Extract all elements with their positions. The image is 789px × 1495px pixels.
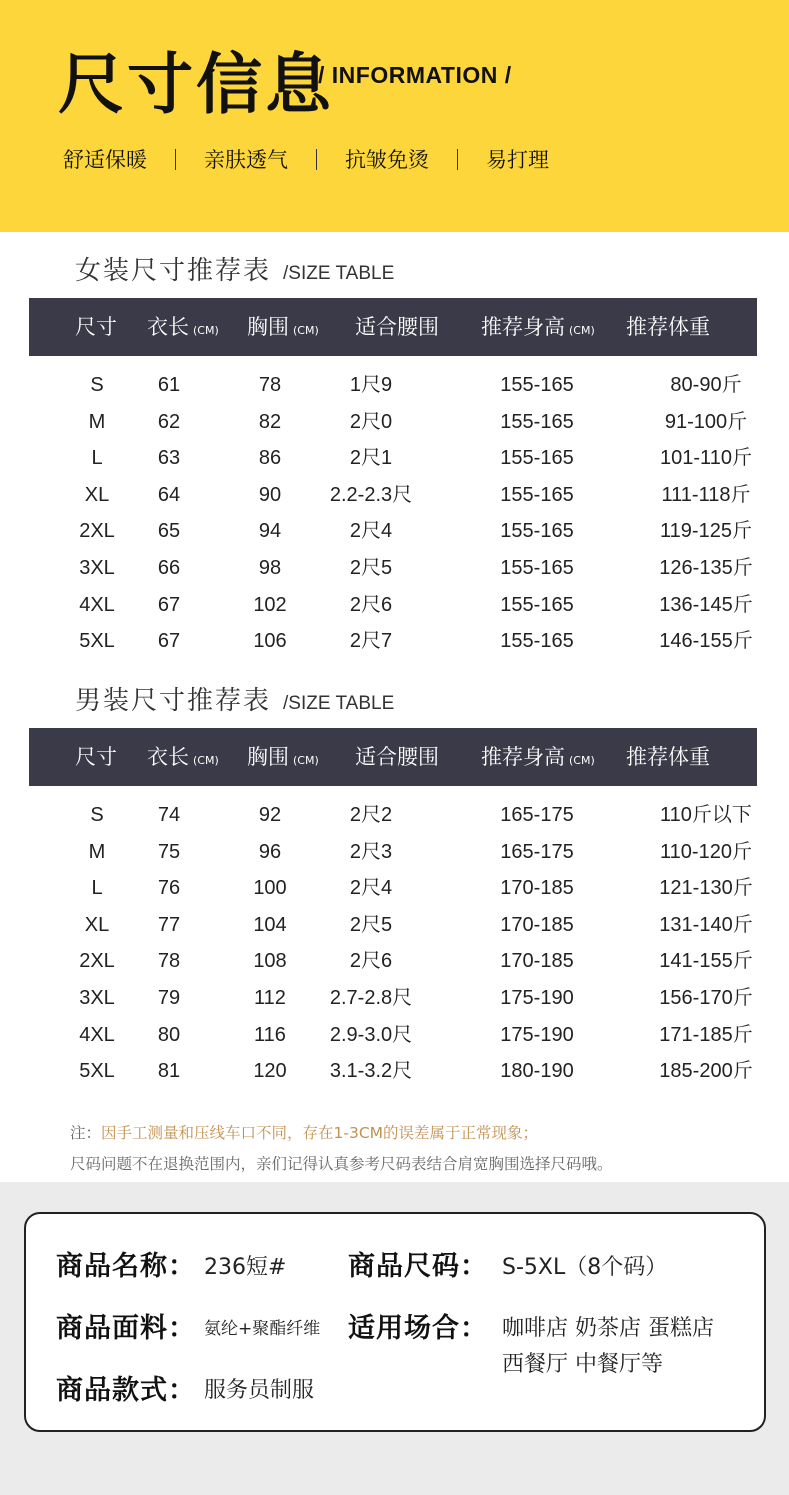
table-cell: 116 (254, 1023, 286, 1046)
women-table-title (75, 250, 394, 287)
table-cell: 170-185 (500, 950, 574, 973)
table-row (29, 440, 757, 477)
table-cell: 67 (157, 630, 181, 653)
table-cell: 100 (253, 877, 287, 900)
table-cell: 86 (258, 447, 282, 470)
col-length: 衣长 (CM) (147, 745, 219, 769)
table-cell: 185-200斤 (659, 1060, 753, 1083)
table-cell: 2尺4 (349, 520, 393, 543)
table-cell: 3XL (79, 987, 115, 1009)
table-cell: 2XL (79, 520, 115, 543)
table-cell: 111-118斤 (661, 483, 751, 506)
table-cell: 2尺3 (349, 840, 393, 863)
table-cell: 64 (157, 483, 181, 506)
header-banner (0, 0, 789, 232)
women-table-header (29, 298, 757, 356)
col-waist: 适合腰围 (355, 745, 439, 769)
table-cell: M (88, 840, 106, 863)
table-cell: 66 (157, 557, 181, 579)
table-cell: 155-165 (500, 593, 574, 616)
table-cell: 2XL (79, 950, 115, 973)
table-cell: 165-175 (500, 804, 574, 826)
table-cell: 2尺2 (349, 804, 393, 826)
table-row (29, 404, 757, 441)
col-height: 推荐身高 (CM) (481, 315, 595, 339)
table-cell: 82 (258, 410, 282, 433)
product-name-value: 236短# (204, 1255, 287, 1280)
table-cell: 2尺0 (349, 410, 393, 433)
table-cell: 61 (157, 374, 181, 396)
table-cell: 155-165 (500, 410, 574, 433)
feature-item: 舒适保暖 (63, 148, 147, 172)
table-cell: S (90, 374, 104, 396)
table-cell: 171-185斤 (659, 1023, 753, 1046)
col-weight: 推荐体重 (626, 315, 710, 339)
table-cell: 119-125斤 (660, 520, 752, 543)
table-cell: 4XL (79, 593, 115, 616)
table-cell: 79 (157, 987, 181, 1009)
table-cell: 78 (157, 950, 181, 973)
product-name-label: 商品名称： (56, 1251, 196, 1282)
table-cell: 3.1-3.2尺 (329, 1060, 413, 1083)
table-cell: 65 (157, 520, 181, 543)
table-row (29, 834, 757, 871)
table-cell: 76 (157, 877, 181, 900)
table-cell: 5XL (79, 1060, 115, 1083)
table-row (29, 980, 757, 1017)
table-row (29, 870, 757, 907)
table-cell: 175-190 (500, 1023, 574, 1046)
men-title-en: /SIZE TABLE (283, 693, 395, 714)
col-waist: 适合腰围 (355, 315, 439, 339)
table-cell: XL (84, 913, 110, 936)
table-cell: L (91, 447, 103, 470)
table-row (29, 797, 757, 834)
product-fabric-label: 商品面料： (56, 1313, 196, 1344)
table-cell: 67 (157, 593, 181, 616)
table-cell: 146-155斤 (659, 630, 753, 653)
table-row (29, 477, 757, 514)
table-cell: 2尺6 (349, 950, 393, 973)
table-cell: 4XL (79, 1023, 115, 1046)
women-title-en: /SIZE TABLE (283, 263, 395, 284)
women-title-cn: 女装尺寸推荐表 (75, 256, 272, 286)
table-cell: 80 (157, 1023, 181, 1046)
table-cell: 94 (258, 520, 282, 543)
table-row (29, 907, 757, 944)
table-cell: 136-145斤 (659, 593, 753, 616)
table-cell: 74 (157, 804, 181, 826)
table-row (29, 367, 757, 404)
table-cell: 126-135斤 (659, 557, 753, 579)
table-cell: 175-190 (500, 987, 574, 1009)
table-cell: 63 (157, 447, 181, 470)
product-venue-line-2: 西餐厅 中餐厅等 (502, 1352, 663, 1377)
table-cell: 155-165 (500, 483, 574, 506)
table-cell: 131-140斤 (659, 913, 753, 936)
men-table-header (29, 728, 757, 786)
table-cell: 165-175 (500, 840, 574, 863)
table-cell: 110-120斤 (660, 840, 752, 863)
feature-item: 抗皱免烫 (345, 148, 429, 172)
table-cell: 101-110斤 (660, 447, 752, 470)
page-subtitle: / INFORMATION / (318, 62, 512, 88)
table-cell: 98 (258, 557, 282, 579)
table-cell: 120 (253, 1060, 287, 1083)
note-text-1: 因手工测量和压线车口不同，存在1-3CM的误差属于正常现象； (101, 1124, 539, 1142)
table-cell: 2尺4 (349, 877, 393, 900)
feature-item: 易打理 (486, 148, 549, 172)
table-cell: 62 (157, 410, 181, 433)
table-row (29, 623, 757, 660)
table-cell: 170-185 (500, 877, 574, 900)
table-cell: L (91, 877, 103, 900)
table-cell: 155-165 (500, 557, 574, 579)
table-cell: 180-190 (500, 1060, 574, 1083)
table-cell: 91-100斤 (664, 410, 748, 433)
product-style-label: 商品款式： (56, 1375, 196, 1406)
table-cell: 108 (253, 950, 287, 973)
col-chest: 胸围 (CM) (247, 745, 319, 769)
product-info-card (24, 1212, 766, 1432)
table-row (29, 1017, 757, 1054)
page-title: 尺寸信息 (58, 46, 334, 123)
col-size: 尺寸 (75, 745, 117, 769)
col-height: 推荐身高 (CM) (481, 745, 595, 769)
table-cell: 96 (258, 840, 282, 863)
table-cell: 121-130斤 (659, 877, 753, 900)
table-cell: 2尺1 (349, 447, 393, 470)
table-cell: 170-185 (500, 913, 574, 936)
table-cell: 2尺5 (349, 913, 393, 936)
table-cell: 155-165 (500, 630, 574, 653)
table-cell: 2尺5 (349, 557, 393, 579)
table-cell: 141-155斤 (659, 950, 753, 973)
table-cell: 2.9-3.0尺 (329, 1023, 413, 1046)
note-line-2: 尺码问题不在退换范围内，亲们记得认真参考尺码表结合肩宽胸围选择尺码哦。 (70, 1155, 613, 1173)
table-cell: 155-165 (500, 520, 574, 543)
product-venue-label: 适用场合： (348, 1313, 488, 1344)
men-title-cn: 男装尺寸推荐表 (75, 686, 272, 716)
feature-divider (457, 149, 458, 170)
feature-divider (316, 149, 317, 170)
table-cell: 90 (258, 483, 282, 506)
table-cell: 102 (253, 593, 287, 616)
col-size: 尺寸 (75, 315, 117, 339)
table-cell: 3XL (79, 557, 115, 579)
table-cell: 2尺7 (349, 630, 393, 653)
table-cell: 110斤以下 (660, 804, 752, 826)
table-cell: 106 (253, 630, 287, 653)
product-size-label: 商品尺码： (348, 1251, 488, 1282)
note-prefix: 注： (70, 1124, 102, 1142)
table-cell: 81 (157, 1060, 181, 1083)
feature-item: 亲肤透气 (204, 148, 288, 172)
col-chest: 胸围 (CM) (247, 315, 319, 339)
product-venue-line-1: 咖啡店 奶茶店 蛋糕店 (502, 1316, 714, 1341)
feature-divider (175, 149, 176, 170)
table-cell: 80-90斤 (670, 374, 742, 396)
table-cell: 104 (253, 913, 287, 936)
table-cell: 1尺9 (349, 374, 393, 396)
table-cell: M (88, 410, 106, 433)
table-cell: 78 (258, 374, 282, 396)
note-line-1 (70, 1121, 538, 1143)
feature-list (63, 144, 549, 174)
product-size-value: S-5XL（8个码） (502, 1255, 668, 1280)
table-row (29, 943, 757, 980)
product-style-value: 服务员制服 (204, 1378, 315, 1403)
table-cell: 5XL (79, 630, 115, 653)
men-table-title (75, 680, 394, 717)
table-cell: 2.7-2.8尺 (329, 987, 413, 1009)
table-cell: 155-165 (500, 447, 574, 470)
table-cell: XL (84, 483, 110, 506)
col-weight: 推荐体重 (626, 745, 710, 769)
table-row (29, 587, 757, 624)
table-cell: 156-170斤 (659, 987, 753, 1009)
table-cell: 92 (258, 804, 282, 826)
table-row (29, 1053, 757, 1090)
table-cell: 155-165 (500, 374, 574, 396)
table-cell: 112 (254, 987, 286, 1009)
table-cell: 75 (157, 840, 181, 863)
table-cell: 77 (157, 913, 181, 936)
table-row (29, 550, 757, 587)
col-length: 衣长 (CM) (147, 315, 219, 339)
product-fabric-value: 氨纶+聚酯纤维 (204, 1319, 321, 1339)
table-row (29, 513, 757, 550)
table-cell: 2尺6 (349, 593, 393, 616)
table-cell: 2.2-2.3尺 (329, 483, 413, 506)
table-cell: S (90, 804, 104, 826)
